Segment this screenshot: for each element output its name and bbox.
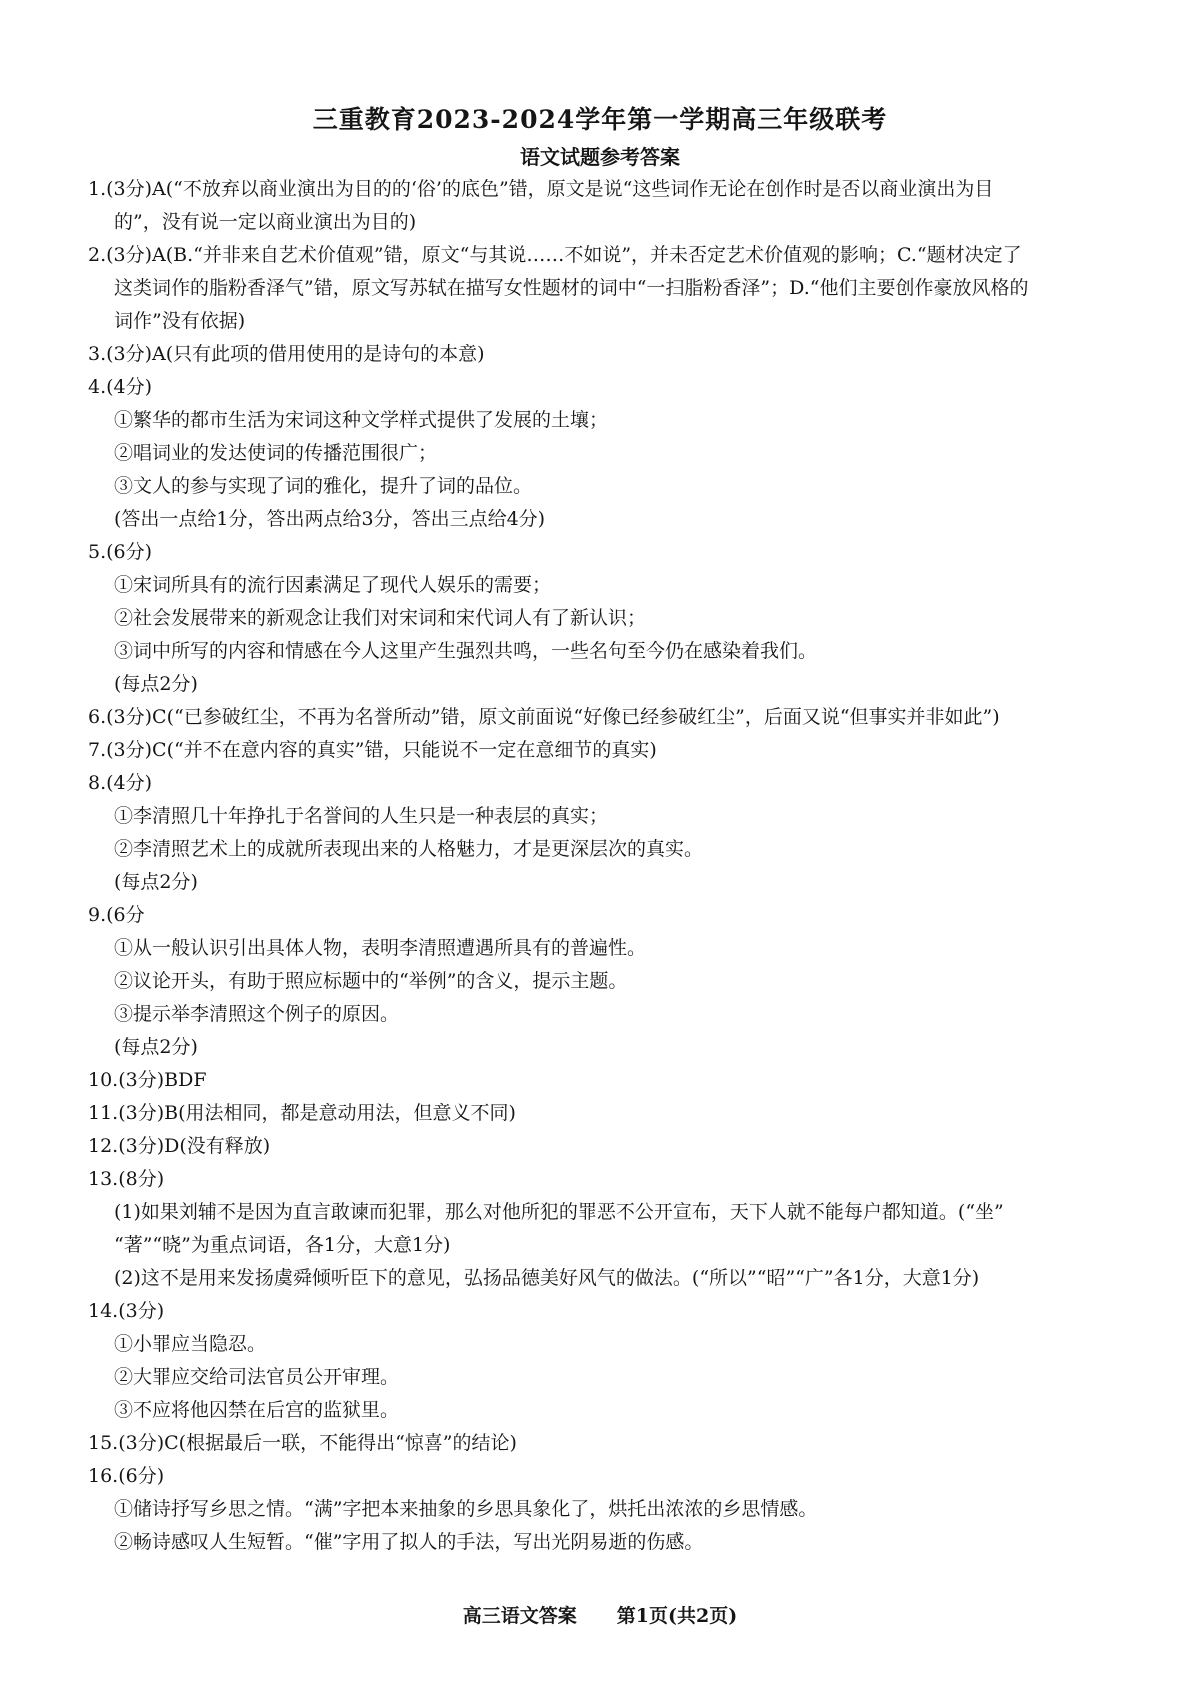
answer-line: 9.(6分	[88, 904, 145, 926]
answer-line: 14.(3分)	[88, 1300, 165, 1322]
answer-continuation-line: 词作”没有依据)	[114, 310, 246, 332]
page-subtitle: 语文试题参考答案	[520, 145, 680, 169]
answer-point-line: (每点2分)	[114, 1036, 198, 1058]
answer-point-line: ③文人的参与实现了词的雅化，提升了词的品位。	[114, 475, 533, 497]
page-title: 三重教育2023-2024学年第一学期高三年级联考	[312, 105, 888, 134]
answer-line: 11.(3分)B(用法相同，都是意动用法，但意义不同)	[88, 1102, 516, 1124]
answer-line: 7.(3分)C(“并不在意内容的真实”错，只能说不一定在意细节的真实)	[88, 739, 657, 761]
answer-point-line: ③提示举李清照这个例子的原因。	[114, 1003, 400, 1025]
answer-line: 8.(4分)	[88, 772, 153, 794]
answer-line: 1.(3分)A(“不放弃以商业演出为目的的‘俗’的底色”错，原文是说“这些词作无论在创作时是否以商业演出为目	[88, 178, 994, 200]
answer-point-line: ②畅诗感叹人生短暂。“催”字用了拟人的手法，写出光阴易逝的伤感。	[114, 1531, 704, 1553]
answer-point-line: ②社会发展带来的新观念让我们对宋词和宋代词人有了新认识；	[114, 607, 647, 629]
answer-point-line: (1)如果刘辅不是因为直言敢谏而犯罪，那么对他所犯的罪恶不公开宣布，天下人就不能每户都知道。(“坐”	[114, 1201, 1004, 1223]
answer-line: 16.(6分)	[88, 1465, 165, 1487]
answer-point-line: ①从一般认识引出具体人物，表明李清照遭遇所具有的普遍性。	[114, 937, 647, 959]
answer-point-line: ②大罪应交给司法官员公开审理。	[114, 1366, 400, 1388]
answer-line: 12.(3分)D(没有释放)	[88, 1135, 271, 1157]
answer-continuation-line: 的”，没有说一定以商业演出为目的)	[114, 211, 417, 233]
answer-line: 3.(3分)A(只有此项的借用使用的是诗句的本意)	[88, 343, 485, 365]
footer-page-number: 第1页(共2页)	[616, 1605, 738, 1627]
answer-point-line: ②李清照艺术上的成就所表现出来的人格魅力，才是更深层次的真实。	[114, 838, 704, 860]
answer-line: 13.(8分)	[88, 1168, 165, 1190]
answer-line: 10.(3分)BDF	[88, 1069, 207, 1091]
answer-continuation-line: 这类词作的脂粉香泽气”错，原文写苏轼在描写女性题材的词中“一扫脂粉香泽”；D.“他们主要创作豪放风格的	[114, 277, 1029, 299]
answer-point-line: ③词中所写的内容和情感在今人这里产生强烈共鸣，一些名句至今仍在感染着我们。	[114, 640, 818, 662]
answer-point-line: ①宋词所具有的流行因素满足了现代人娱乐的需要；	[114, 574, 552, 596]
answer-point-line: (答出一点给1分，答出两点给3分，答出三点给4分)	[114, 508, 546, 530]
answer-point-line: ②唱词业的发达使词的传播范围很广；	[114, 442, 438, 464]
answer-point-line: (每点2分)	[114, 871, 198, 893]
answer-line: 5.(6分)	[88, 541, 153, 563]
answer-point-line: (2)这不是用来发扬虞舜倾听臣下的意见，弘扬品德美好风气的做法。(“所以”“昭”“广”各1分，大意1分)	[114, 1267, 980, 1289]
footer-subject: 高三语文答案	[462, 1605, 577, 1627]
answer-line: 15.(3分)C(根据最后一联，不能得出“惊喜”的结论)	[88, 1432, 517, 1454]
answer-list	[88, 173, 1128, 1559]
answer-point-line: ③不应将他囚禁在后宫的监狱里。	[114, 1399, 400, 1421]
page-footer	[0, 1601, 1200, 1628]
answer-point-line: ①繁华的都市生活为宋词这种文学样式提供了发展的土壤；	[114, 409, 609, 431]
answer-point-line: ①储诗抒写乡思之情。“满”字把本来抽象的乡思具象化了，烘托出浓浓的乡思情感。	[114, 1498, 818, 1520]
answer-point-line: ①小罪应当隐忍。	[114, 1333, 267, 1355]
answer-point-line: ②议论开头，有助于照应标题中的“举例”的含义，提示主题。	[114, 970, 628, 992]
answer-line: 4.(4分)	[88, 376, 153, 398]
answer-line: 6.(3分)C(“已参破红尘，不再为名誉所动”错，原文前面说“好像已经参破红尘”，后面又说“但事实并非如此”)	[88, 706, 1000, 728]
answer-point-line: ①李清照几十年挣扎于名誉间的人生只是一种表层的真实；	[114, 805, 609, 827]
answer-line: 2.(3分)A(B.“并非来自艺术价值观”错，原文“与其说……不如说”，并未否定艺术价值观的影响；C.“题材决定了	[88, 244, 1022, 266]
answer-point-line: (每点2分)	[114, 673, 198, 695]
answer-point-line: “著”“晓”为重点词语，各1分，大意1分)	[114, 1234, 451, 1256]
